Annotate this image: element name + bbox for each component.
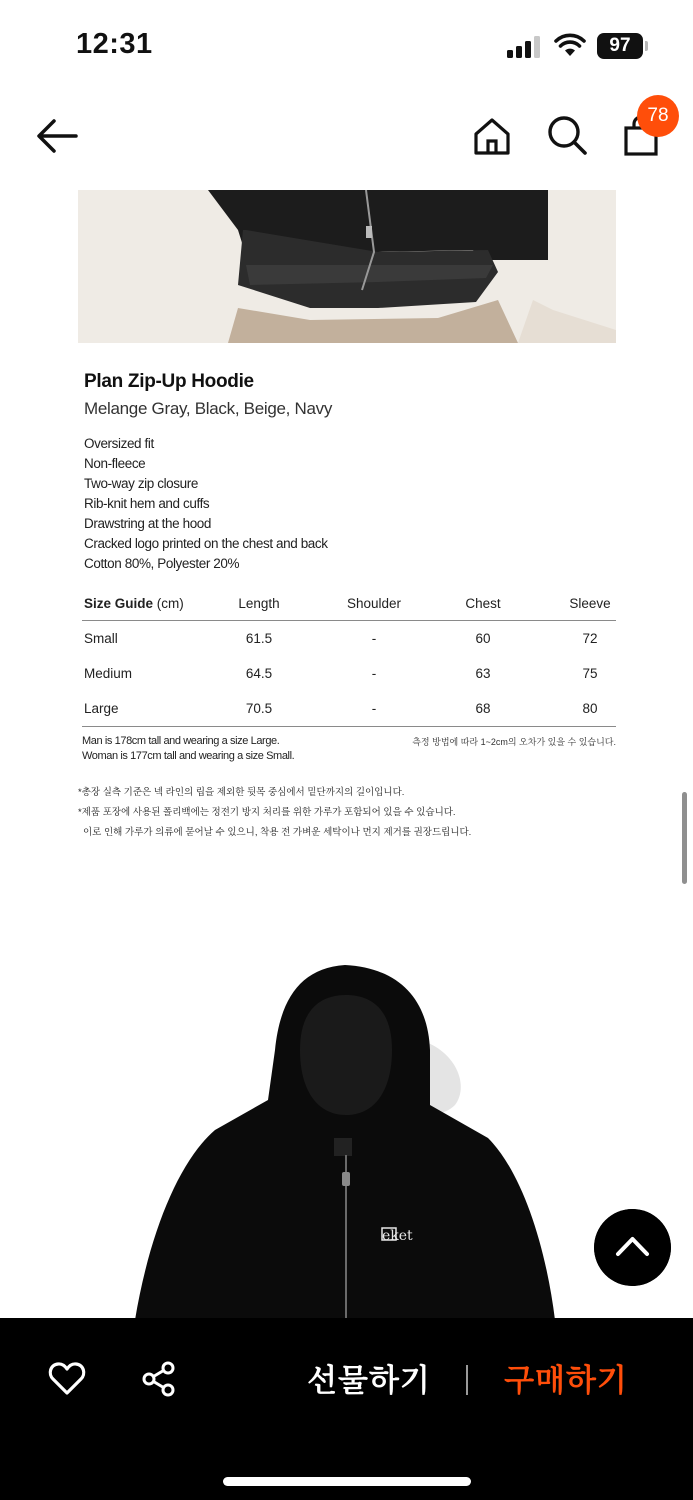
status-bar — [0, 0, 693, 92]
size-table-header — [82, 592, 616, 621]
feature-item: Non-fleece — [84, 456, 146, 471]
table-divider — [82, 726, 616, 727]
column-header-label: Length — [238, 596, 280, 611]
status-time: 12:31 — [76, 28, 153, 60]
chest-value — [475, 666, 498, 681]
size-guide-label — [84, 596, 184, 611]
table-row — [82, 691, 616, 726]
column-header-label: Shoulder — [346, 596, 402, 611]
table-row — [82, 656, 616, 691]
column-header-label: Sleeve — [569, 596, 611, 611]
home-indicator — [223, 1477, 471, 1486]
feature-item: Cracked logo printed on the chest and back — [84, 536, 328, 551]
size-name: Medium — [84, 666, 133, 681]
shoulder-value — [371, 701, 379, 716]
sleeve-value — [582, 701, 605, 716]
sleeve-value — [582, 631, 605, 646]
gift-button[interactable]: 선물하기 — [307, 1363, 431, 1399]
care-notes — [78, 783, 471, 843]
hoodie-illustration — [0, 900, 693, 1320]
scrollbar[interactable] — [682, 792, 687, 884]
chest-value — [475, 631, 498, 646]
nav-header — [0, 92, 693, 188]
product-photo-hoodie — [0, 900, 693, 1320]
column-header-chest — [465, 596, 518, 611]
cell-value: 70.5 — [245, 701, 273, 716]
share-icon[interactable] — [140, 1360, 178, 1398]
shoulder-value — [371, 631, 379, 646]
column-header-shoulder — [346, 596, 428, 611]
size-guide-unit: (cm) — [156, 596, 184, 611]
hoodie-logo-text: eket — [382, 1228, 413, 1244]
battery-indicator: 97 — [597, 33, 643, 59]
care-note: *총장 실측 기준은 넥 라인의 립을 제외한 뒷목 중심에서 밑단까지의 길이입니다. — [78, 787, 405, 798]
chest-value — [475, 701, 498, 716]
feature-list — [84, 434, 328, 574]
cell-value: - — [371, 666, 377, 681]
bottom-action-bar — [0, 1318, 693, 1500]
action-divider — [466, 1365, 468, 1395]
cell-value: 72 — [582, 631, 598, 646]
size-name: Large — [84, 701, 119, 716]
product-photo-model — [78, 190, 616, 343]
measurement-note: 측정 방법에 따라 1~2cm의 오차가 있을 수 있습니다. — [412, 737, 616, 747]
cell-value: 68 — [475, 701, 491, 716]
feature-item: Oversized fit — [84, 436, 154, 451]
size-guide-title: Size Guide — [84, 596, 154, 611]
home-icon[interactable] — [472, 116, 512, 156]
model-photo-illustration — [78, 190, 616, 343]
feature-item: Two-way zip closure — [84, 476, 198, 491]
care-note: *제품 포장에 사용된 폴리백에는 정전기 방지 처리를 위한 가루가 포함되어 있을 수 있습니다. — [78, 807, 456, 818]
back-arrow-icon[interactable] — [34, 116, 80, 156]
model-note: Woman is 177cm tall and wearing a size Small. — [82, 750, 295, 762]
cell-value: - — [371, 701, 377, 716]
column-header-sleeve — [569, 596, 631, 611]
product-title: Plan Zip-Up Hoodie — [84, 371, 254, 392]
cell-value: 63 — [475, 666, 491, 681]
cell-value: - — [371, 631, 377, 646]
table-row — [82, 621, 616, 656]
model-notes — [82, 734, 294, 764]
sleeve-value — [582, 666, 605, 681]
care-note: 이로 인해 가루가 의류에 묻어날 수 있으니, 착용 전 가벼운 세탁이나 먼지 제거를 권장드립니다. — [83, 827, 472, 838]
feature-item: Cotton 80%, Polyester 20% — [84, 556, 240, 571]
cell-value: 64.5 — [245, 666, 273, 681]
feature-item: Drawstring at the hood — [84, 516, 212, 531]
wifi-icon — [554, 33, 586, 57]
heart-icon[interactable] — [48, 1360, 86, 1398]
scroll-to-top-button[interactable] — [594, 1209, 671, 1286]
battery-tip — [645, 41, 648, 51]
shoulder-value — [371, 666, 379, 681]
cell-value: 80 — [582, 701, 598, 716]
model-note: Man is 178cm tall and wearing a size Large. — [82, 735, 280, 747]
cell-value: 75 — [582, 666, 598, 681]
cell-value: 61.5 — [245, 631, 273, 646]
cart-count-badge: 78 — [637, 95, 679, 137]
cell-value: 60 — [475, 631, 491, 646]
size-guide-table — [82, 592, 616, 726]
size-name: Small — [84, 631, 118, 646]
product-colors: Melange Gray, Black, Beige, Navy — [84, 399, 333, 418]
search-icon[interactable] — [546, 114, 588, 156]
feature-item: Rib-knit hem and cuffs — [84, 496, 210, 511]
cellular-signal-icon — [507, 36, 543, 58]
column-header-label: Chest — [465, 596, 501, 611]
buy-button[interactable]: 구매하기 — [504, 1363, 628, 1399]
